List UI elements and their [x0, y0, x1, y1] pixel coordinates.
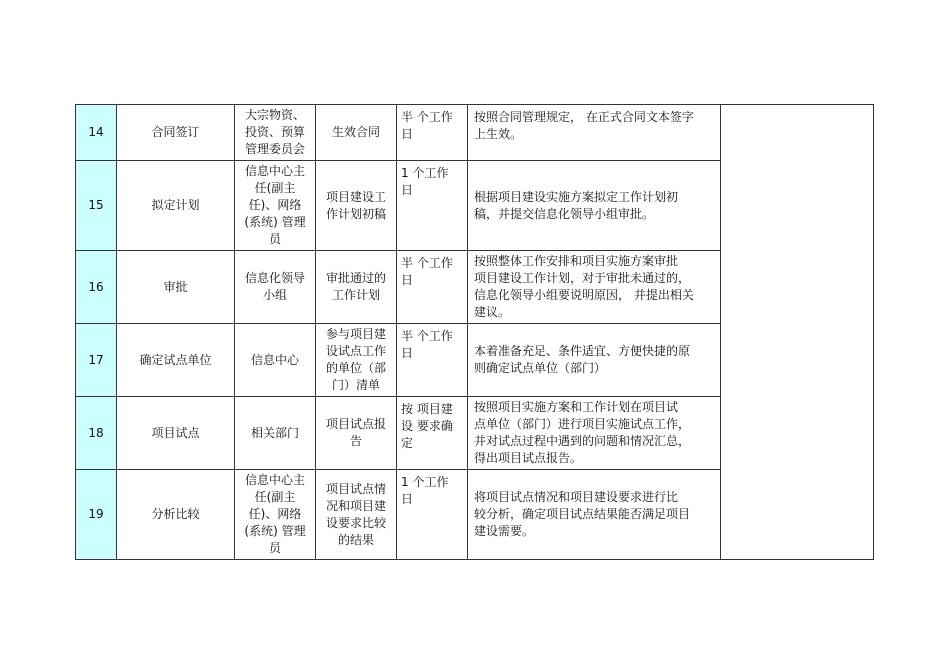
step-name: 确定试点单位: [117, 324, 235, 397]
description: 将项目试点情况和项目建设要求进行比 较分析，确定项目试点结果能否满足项目 建设需要。: [468, 470, 721, 560]
row-number: 15: [76, 161, 117, 251]
time-limit: 1 个工作 日: [397, 470, 468, 560]
responsible-party: 信息中心: [235, 324, 316, 397]
row-number: 17: [76, 324, 117, 397]
output-document: 项目试点情 况和项目建 设要求比较 的结果: [316, 470, 397, 560]
step-name: 审批: [117, 251, 235, 324]
output-document: 项目试点报 告: [316, 397, 397, 470]
time-limit: 半 个工作 日: [397, 251, 468, 324]
time-limit: 按 项目建 设 要求确 定: [397, 397, 468, 470]
responsible-party: 信息中心主 任(副主 任)、网络 (系统) 管理 员: [235, 161, 316, 251]
description: 按照合同管理规定， 在正式合同文本签字 上生效。: [468, 105, 721, 161]
table-row: [76, 105, 874, 161]
responsible-party: 信息化领导 小组: [235, 251, 316, 324]
description: 本着准备充足、条件适宜、方便快捷的原 则确定试点单位（部门）: [468, 324, 721, 397]
process-table: [75, 104, 874, 560]
step-name: 拟定计划: [117, 161, 235, 251]
time-limit: 半 个工作 日: [397, 324, 468, 397]
time-limit: 1 个工作 日: [397, 161, 468, 251]
step-name: 项目试点: [117, 397, 235, 470]
output-document: 参与项目建 设试点工作 的单位（部 门）清单: [316, 324, 397, 397]
responsible-party: 信息中心主 任(副主 任)、网络 (系统) 管理 员: [235, 470, 316, 560]
responsible-party: 大宗物资、 投资、预算 管理委员会: [235, 105, 316, 161]
output-document: 项目建设工 作计划初稿: [316, 161, 397, 251]
step-name: 合同签订: [117, 105, 235, 161]
description: 根据项目建设实施方案拟定工作计划初 稿，并提交信息化领导小组审批。: [468, 161, 721, 251]
output-document: 生效合同: [316, 105, 397, 161]
time-limit: 半 个工作 日: [397, 105, 468, 161]
output-document: 审批通过的 工作计划: [316, 251, 397, 324]
description: 按照项目实施方案和工作计划在项目试 点单位（部门）进行项目实施试点工作， 并对试点过程中遇到的问题和情况汇总， 得出项目试点报告。: [468, 397, 721, 470]
row-number: 18: [76, 397, 117, 470]
row-number: 14: [76, 105, 117, 161]
step-name: 分析比较: [117, 470, 235, 560]
description: 按照整体工作安排和项目实施方案审批 项目建设工作计划，对于审批未通过的， 信息化领导小组要说明原因， 并提出相关 建议。: [468, 251, 721, 324]
responsible-party: 相关部门: [235, 397, 316, 470]
remarks-cell: [721, 105, 874, 560]
row-number: 19: [76, 470, 117, 560]
row-number: 16: [76, 251, 117, 324]
